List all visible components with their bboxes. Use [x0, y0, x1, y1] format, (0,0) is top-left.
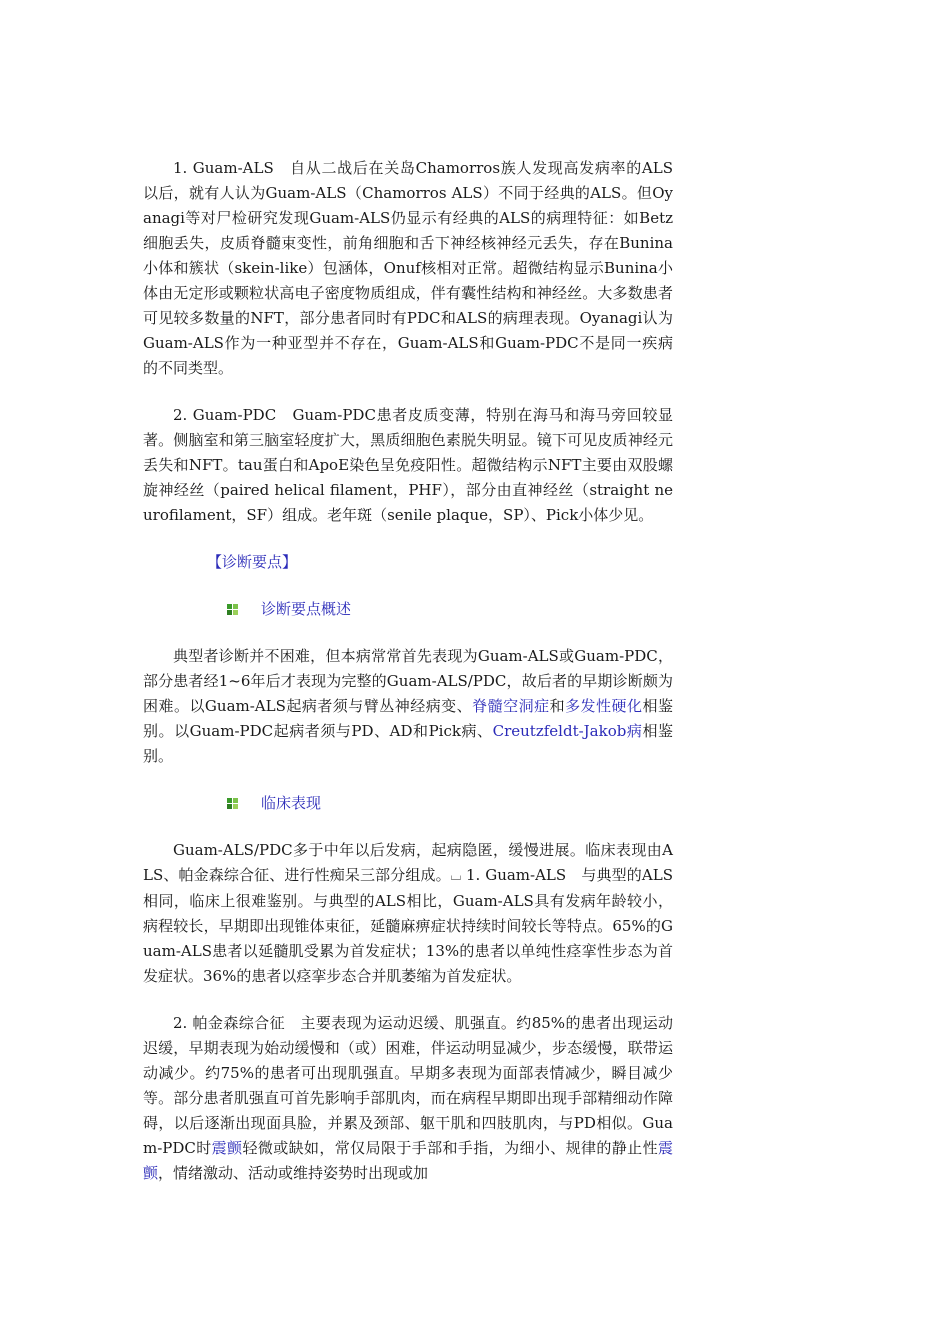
text-span: 轻微或缺如，常仅局限于手部和手指，为细小、规律的静止性	[242, 1139, 658, 1157]
link-creutzfeldt-jakob[interactable]: Creutzfeldt-Jakob病	[492, 722, 643, 740]
spacer	[143, 575, 673, 597]
section-heading-diagnosis: 【诊断要点】	[207, 553, 298, 571]
paragraph-guam-als-pathology: 1. Guam-ALS 自从二战后在关岛Chamorros族人发现高发病率的ALS以后，就有人认为Guam-ALS（Chamorros ALS）不同于经典的ALS。但Oyanagi等对尸检研究发现Guam-ALS仍显示有经典的ALS的病理特征：如Betz细胞丢失，皮质脊髓束变性，前角细胞和舌下神经核神经元丢失，存在Bunina小体和簇状（skein-like）包涵体，Onuf核相对正常。超微结构显示Bunina小体由无定形或颗粒状高电子密度物质组成，伴有囊性结构和神经丝。大多数患者可见较多数量的NFT，部分患者同时有PDC和ALS的病理表现。Oyanagi认为Guam-ALS作为一种亚型并不存在，Guam-ALS和Guam-PDC不是同一疾病的不同类型。	[143, 159, 673, 377]
paragraph-parkinsonism	[143, 1011, 673, 1186]
text-span: ，情绪激动、活动或维持姿势时出现或加	[158, 1164, 429, 1182]
paragraph-guam-pdc-pathology: 2. Guam-PDC Guam-PDC患者皮质变薄，特别在海马和海马旁回较显著。侧脑室和第三脑室轻度扩大，黑质细胞色素脱失明显。镜下可见皮质神经元丢失和NFT。tau蛋白和ApoE染色呈免疫阳性。超微结构示NFT主要由双股螺旋神经丝（paired helical filament，PHF），部分由直神经丝（straight neurofilament，SF）组成。老年斑（senile plaque，SP）、Pick小体少见。	[143, 406, 673, 524]
paragraph-clinical-overview	[143, 838, 673, 989]
spacer	[143, 381, 673, 403]
link-multiple-sclerosis[interactable]: 多发性硬化	[565, 697, 643, 715]
text-span: 1. Guam-ALS 与典型的ALS相同，临床上很难鉴别。与典型的ALS相比，Guam-ALS具有发病年龄较小，病程较长，早期即出现锥体束征，延髓麻痹症状持续时间较长等特点。65%的Guam-ALS患者以延髓肌受累为首发症状；13%的患者以单纯性痉挛性步态为首发症状。36%的患者以痉挛步态合并肌萎缩为首发症状。	[143, 866, 673, 985]
spacer	[143, 989, 673, 1011]
spacer	[143, 816, 673, 838]
link-syringomyelia[interactable]: 脊髓空洞症	[472, 697, 550, 715]
paragraph-diagnosis	[143, 644, 673, 769]
inline-glyph: ⌴	[450, 869, 462, 884]
subheading-clinical-manifestations	[227, 791, 673, 816]
subheading-label: 临床表现	[261, 794, 322, 812]
subheading-diagnosis-overview	[227, 597, 673, 622]
link-tremor[interactable]: 震颤	[211, 1139, 243, 1157]
green-squares-icon	[227, 798, 238, 809]
text-span: Guam-ALS/PDC多于中年以后发病，起病隐匿，缓慢进展。临床表现由ALS、帕金森综合征、进行性痴呆三部分组成。	[143, 841, 673, 884]
spacer	[143, 769, 673, 791]
link-tremor[interactable]: 震颤	[143, 1139, 673, 1182]
text-span: 相鉴别。	[143, 722, 674, 765]
text-span: 2. 帕金森综合征 主要表现为运动迟缓、肌强直。约85%的患者出现运动迟缓，早期表现为始动缓慢和（或）困难，伴运动明显减少，步态缓慢，联带运动减少。约75%的患者可出现肌强直。早期多表现为面部表情减少，瞬目减少等。部分患者肌强直可首先影响手部肌肉，而在病程早期即出现手部精细动作障碍，以后逐渐出现面具脸，并累及颈部、躯干肌和四肢肌肉，与PD相似。Guam-PDC时	[143, 1014, 673, 1157]
text-span: 典型者诊断并不困难，但本病常常首先表现为Guam-ALS或Guam-PDC，部分患者经1~6年后才表现为完整的Guam-ALS/PDC，故后者的早期诊断颇为困难。以Guam-ALS起病者须与臂丛神经病变、	[143, 647, 673, 715]
text-span: 和	[549, 697, 566, 715]
document-body	[143, 156, 673, 1186]
spacer	[143, 622, 673, 644]
green-squares-icon	[227, 604, 238, 615]
subheading-label: 诊断要点概述	[261, 600, 352, 618]
spacer	[143, 528, 673, 550]
text-span: 相鉴别。以Guam-PDC起病者须与PD、AD和Pick病、	[143, 697, 673, 740]
